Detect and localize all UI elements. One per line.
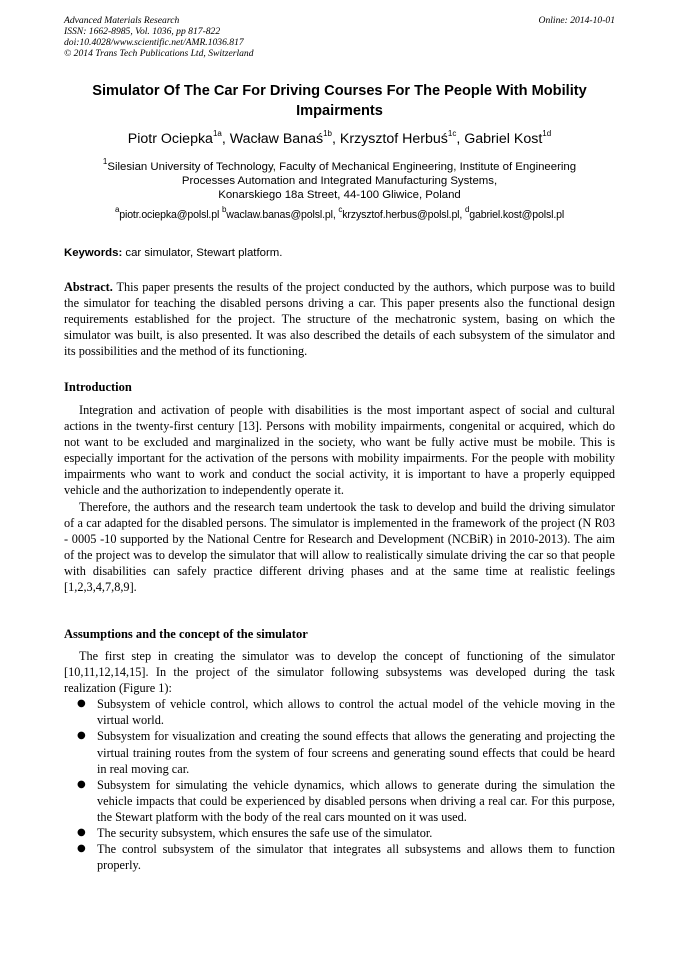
paragraph: The first step in creating the simulator was to develop the concept of functioning of the simulator [10,11,12,14,15]. In the project of the simulator following subsystems was developed during the task realization (Figure 1): <box>64 649 615 696</box>
online-date: Online: 2014-10-01 <box>538 15 615 26</box>
author-sup: 1a <box>212 129 222 139</box>
abstract-text: This paper presents the results of the project conducted by the authors, which purpose was to build the simulator for teaching the disabled persons driving a car. This paper presents also the functional design requirements established for the project. The structure of the mechatronic system, basing on which the simulator was built, is also presented. It was also described the details of each subsystem of the simulator and its possibilities and the method of its functioning. <box>64 280 615 359</box>
assumptions-section <box>64 648 615 873</box>
abstract <box>64 279 615 359</box>
affiliation-line: Konarskiego 18a Street, 44-100 Gliwice, Poland <box>218 189 461 202</box>
paragraph: Therefore, the authors and the research team undertook the task to develop and build the driving simulator of a car adapted for the disabled persons. The simulator is implemented in the framework of the project (N R03 - 0005 -10 supported by the National Centre for Research and Development (NCBiR) in 2010-2013). The aim of the project was to develop the simulator that will allow to realistically simulate driving the car so that people with disabilities can safely practice different driving phases and at the same time at realistic feelings [1,2,3,4,7,8,9]. <box>64 499 615 595</box>
email-sup: c <box>338 205 343 215</box>
paper-title: Simulator Of The Car For Driving Courses For The People With Mobility Impairments <box>92 83 587 119</box>
email-sup: d <box>464 205 470 215</box>
list-item-text: Subsystem of vehicle control, which allows to control the actual model of the vehicle moving in the virtual world. <box>97 697 615 728</box>
affiliation <box>64 157 615 203</box>
list-item-text: The control subsystem of the simulator that integrates all subsystems and allows them to function properly. <box>97 842 615 873</box>
email-link[interactable]: krzysztof.herbus@polsl.pl, <box>342 209 463 221</box>
email-link[interactable]: gabriel.kost@polsl.pl <box>469 209 565 221</box>
list-item-text: The security subsystem, which ensures the safe use of the simulator. <box>97 826 433 841</box>
author-sup: 1d <box>542 129 552 139</box>
keywords-label: Keywords: <box>64 247 123 259</box>
author-name: Piotr Ociepka <box>127 131 213 147</box>
list-item <box>64 777 615 825</box>
author-name: Wacław Banaś <box>229 131 324 147</box>
list-item <box>64 696 615 728</box>
keywords-text: car simulator, Stewart platform. <box>122 247 283 259</box>
paragraph: Integration and activation of people with disabilities is the most important aspect of social and cultural actions in the twenty-first century [13]. Persons with mobility impairments, congenital or acquired, which do not want to be excluded and marginalized in the society, who want be fully active must be mobile. This is especially important for the activation of the persons with mobility impairments. For the people with mobility impairments who want to work and conduct the social activity, it is important to have a properly equipped vehicle and the authorization to independently operate it. <box>64 403 615 498</box>
author-sup: 1c <box>447 129 457 139</box>
list-item-text: Subsystem for visualization and creating the sound effects that allows the generating and projecting the virtual training routes from the system of four screens and generating sound effects that could be heard in real moving car. <box>97 729 615 776</box>
author-name: Krzysztof Herbuś <box>339 131 448 147</box>
copyright-line: © 2014 Trans Tech Publications Ltd, Switzerland <box>64 48 254 59</box>
introduction-section <box>64 402 615 595</box>
issn-line: ISSN: 1662-8985, Vol. 1036, pp 817-822 <box>64 26 221 37</box>
email-list <box>64 205 615 222</box>
email-link[interactable]: waclaw.banas@polsl.pl, <box>226 209 336 221</box>
email-link[interactable]: piotr.ociepka@polsl.pl <box>119 209 220 221</box>
affiliation-line: Processes Automation and Integrated Manufacturing Systems, <box>181 175 498 188</box>
list-item <box>64 825 615 841</box>
affiliation-sup: 1 <box>102 157 108 167</box>
section-heading-introduction: Introduction <box>64 380 132 394</box>
bullet-icon: ● <box>77 827 86 839</box>
bullet-icon: ● <box>77 778 86 790</box>
bullet-icon: ● <box>77 843 86 855</box>
keywords <box>64 246 615 260</box>
doi-line: doi:10.4028/www.scientific.net/AMR.1036.817 <box>64 37 244 48</box>
abstract-label: Abstract. <box>64 280 113 294</box>
subsystem-list <box>64 696 615 873</box>
journal-header <box>64 15 615 59</box>
bullet-icon: ● <box>77 698 86 710</box>
email-sup: b <box>221 205 227 215</box>
author-sup: 1b <box>323 129 332 139</box>
author-name: Gabriel Kost <box>464 131 543 147</box>
section-heading-assumptions: Assumptions and the concept of the simulator <box>64 627 308 641</box>
author-list: Piotr Ociepka$^{1a}$, Wacław Banaś$^{1b}$, Krzysztof Herbuś$^{1c}$, Gabriel Kost$^{1d}$ <box>127 129 552 147</box>
email-sup: a <box>114 205 120 215</box>
list-item <box>64 841 615 873</box>
list-item-text: Subsystem for simulating the vehicle dynamics, which allows to generate during the simulation the vehicle impacts that could be experienced by disabled persons when driving a real car. For this purpose, the Stewart platform with the body of the real cars mounted on it was used. <box>97 777 615 824</box>
affiliation-line: Silesian University of Technology, Faculty of Mechanical Engineering, Institute of Engineering <box>107 161 577 173</box>
list-item <box>64 728 615 776</box>
journal-name: Advanced Materials Research <box>64 15 180 26</box>
bullet-icon: ● <box>77 730 86 742</box>
